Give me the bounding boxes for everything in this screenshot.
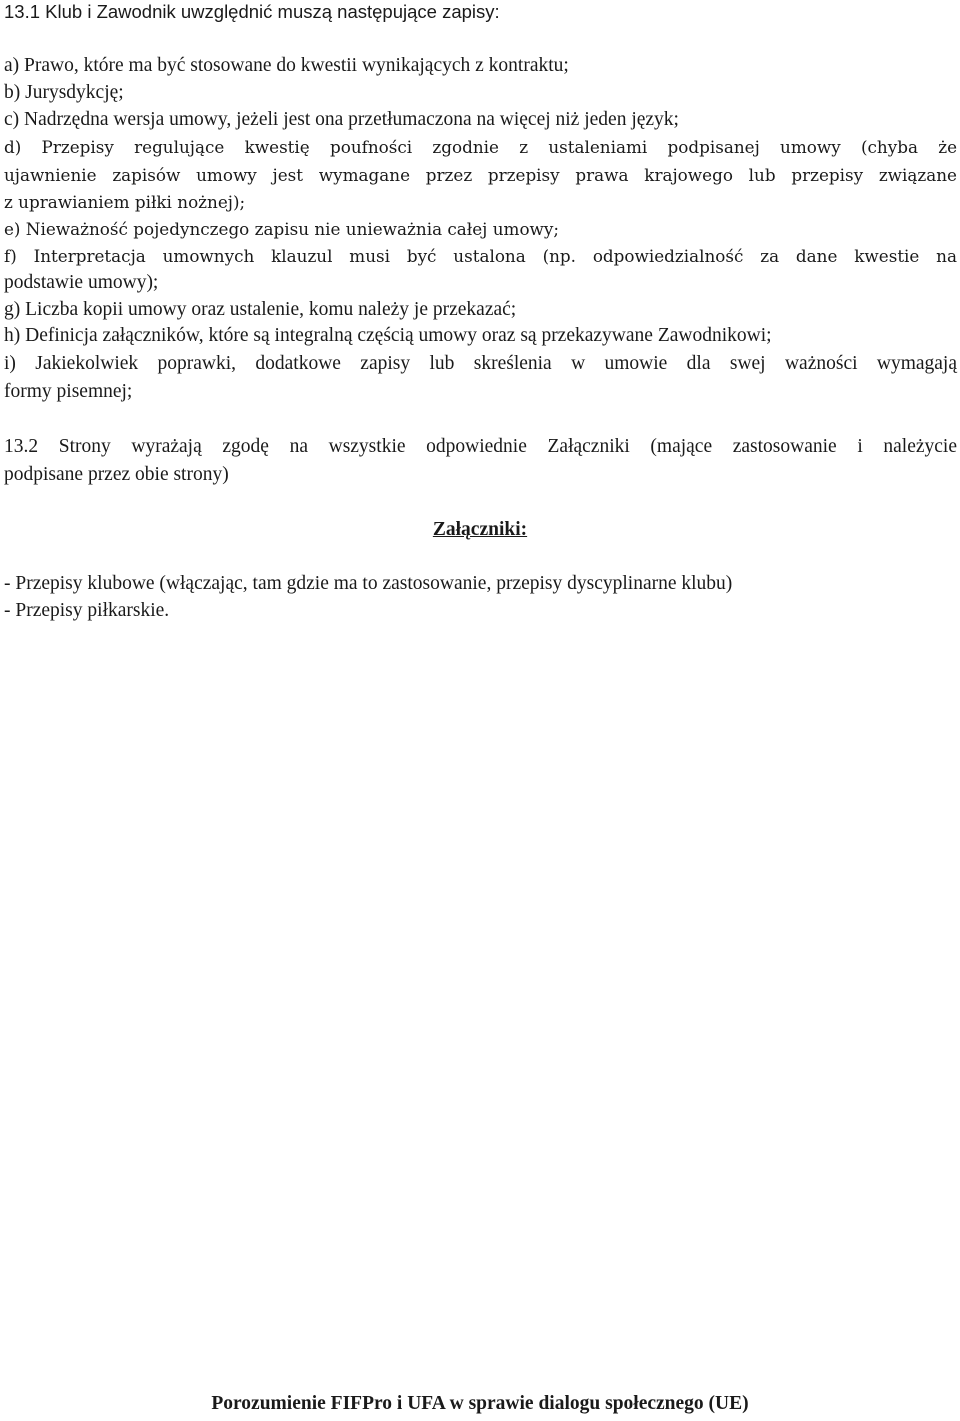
clause-e: e) Nieważność pojedynczego zapisu nie unieważnia całej umowy; [4, 219, 560, 239]
page-footer: Porozumienie FIFPro i UFA w sprawie dialogu społecznego (UE) [211, 1393, 749, 1414]
clause-i-line-2: formy pisemnej; [4, 381, 133, 402]
paragraph-13-2-line-2: podpisane przez obie strony) [4, 464, 229, 485]
attachments-title [0, 518, 960, 542]
clause-c: c) Nadrzędna wersja umowy, jeżeli jest ona przetłumaczona na więcej niż jeden język; [4, 109, 679, 130]
clause-f-line-2: podstawie umowy); [4, 272, 159, 293]
attachments-title-text: Załączniki: [432, 519, 528, 540]
clause-b: b) Jurysdykcję; [4, 82, 124, 103]
clause-d-line-1: d) Przepisy regulujące kwestię poufności zgodnie z ustaleniami podpisanej umowy (chyba że [4, 137, 957, 157]
section-heading-13-1: 13.1 Klub i Zawodnik uwzględnić muszą następujące zapisy: [4, 1, 500, 22]
clause-a: a) Prawo, które ma być stosowane do kwestii wynikających z kontraktu; [4, 55, 569, 76]
clause-i-line-1: i) Jakiekolwiek poprawki, dodatkowe zapisy lub skreślenia w umowie dla swej ważności wymagają [4, 353, 957, 374]
attachment-item: - Przepisy piłkarskie. [4, 600, 170, 621]
clause-h: h) Definicja załączników, które są integralną częścią umowy oraz są przekazywane Zawodnikowi; [4, 325, 772, 346]
clause-g: g) Liczba kopii umowy oraz ustalenie, komu należy je przekazać; [4, 299, 517, 320]
clause-d-line-3: z uprawianiem piłki nożnej); [4, 192, 246, 212]
clause-f-line-1: f) Interpretacja umownych klauzul musi być ustalona (np. odpowiedzialność za dane kwestie na [4, 246, 957, 266]
paragraph-13-2-line-1: 13.2 Strony wyrażają zgodę na wszystkie odpowiednie Załączniki (mające zastosowanie i należycie [4, 436, 957, 457]
clause-d-line-2: ujawnienie zapisów umowy jest wymagane przez przepisy prawa krajowego lub przepisy związane [4, 165, 957, 185]
attachment-item: - Przepisy klubowe (włączając, tam gdzie ma to zastosowanie, przepisy dyscyplinarne klubu) [4, 573, 733, 594]
